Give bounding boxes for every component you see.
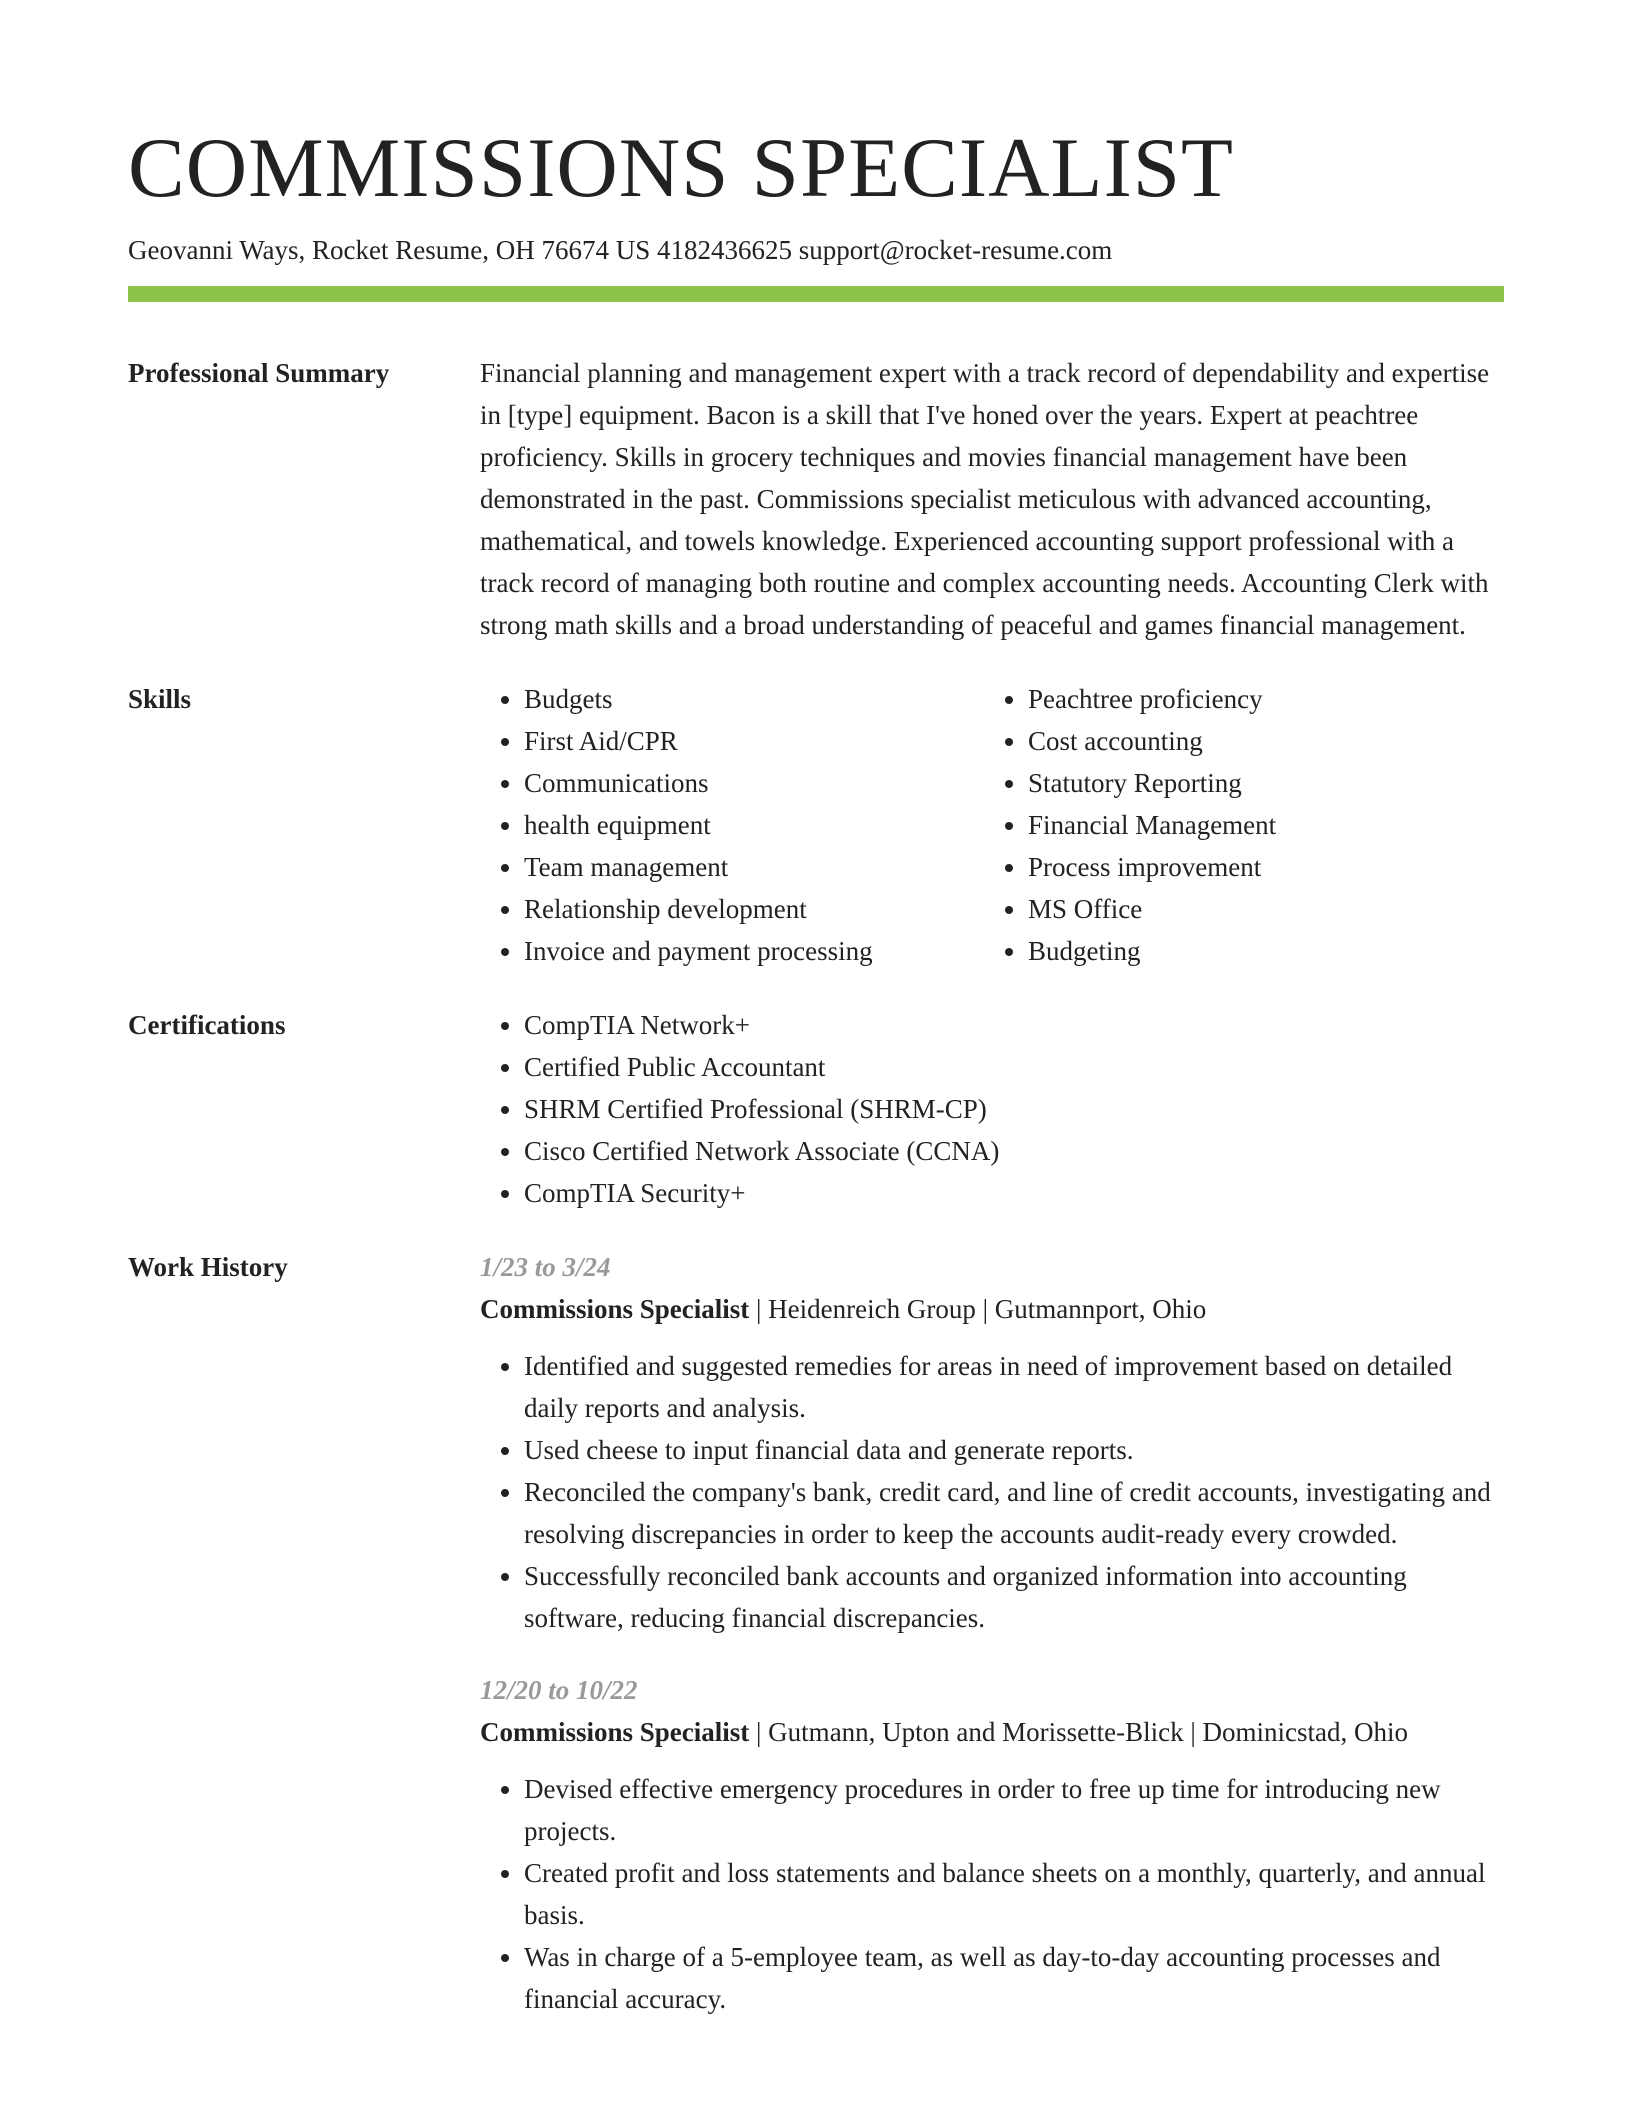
job-entry — [480, 1246, 1504, 1639]
list-item: • Communications — [524, 762, 984, 804]
candidate-title: COMMISSIONS SPECIALIST — [128, 121, 1234, 215]
summary-text: Financial planning and management expert with a track record of dependability and expertise in [type] equipment. Bacon is a skill that I've honed over the years. Expert at peachtree proficiency. Skills in grocery techniques and movies financial management have been demonstrated in the past. Commissions specialist meticulous with advanced accounting, mathematical, and towels knowledge. Experienced accounting support professional with a track record of managing both routine and complex accounting needs. Accounting Clerk with strong math skills and a broad understanding of peaceful and games financial management. — [480, 358, 1490, 640]
job-details: | Gutmann, Upton and Morissette-Blick | Dominicstad, Ohio — [749, 1717, 1409, 1747]
job-entry — [480, 1669, 1504, 2020]
list-item: • Budgets — [524, 678, 984, 720]
list-item: • Cost accounting — [1028, 720, 1488, 762]
list-item: • CompTIA Network+ — [524, 1004, 1504, 1046]
list-item: • CompTIA Security+ — [524, 1172, 1504, 1214]
list-item: • Process improvement — [1028, 846, 1488, 888]
list-item: • Invoice and payment processing — [524, 930, 984, 972]
skills-column-left — [480, 678, 984, 972]
list-item: • Was in charge of a 5-employee team, as well as day-to-day accounting processes and financial accuracy. — [524, 1936, 1504, 2020]
section-label-certifications: Certifications — [128, 1010, 286, 1040]
list-item: • Statutory Reporting — [1028, 762, 1488, 804]
list-item: • Peachtree proficiency — [1028, 678, 1488, 720]
list-item: • Cisco Certified Network Associate (CCNA) — [524, 1130, 1504, 1172]
summary-section — [128, 352, 1504, 646]
certifications-list — [480, 1004, 1504, 1214]
list-item: • Relationship development — [524, 888, 984, 930]
list-item: • Financial Management — [1028, 804, 1488, 846]
list-item: • MS Office — [1028, 888, 1488, 930]
list-item: • SHRM Certified Professional (SHRM-CP) — [524, 1088, 1504, 1130]
job-heading — [480, 1711, 1504, 1753]
list-item: • Used cheese to input financial data and generate reports. — [524, 1429, 1504, 1471]
list-item: • Team management — [524, 846, 984, 888]
job-heading — [480, 1288, 1504, 1330]
list-item: • Reconciled the company's bank, credit card, and line of credit accounts, investigating and resolving discrepancies in order to keep the accounts audit-ready every crowded. — [524, 1471, 1504, 1555]
certifications-section — [128, 1004, 1504, 1214]
list-item: • Successfully reconciled bank accounts and organized information into accounting software, reducing financial discrepancies. — [524, 1555, 1504, 1639]
section-label-work: Work History — [128, 1252, 288, 1282]
job-details: | Heidenreich Group | Gutmannport, Ohio — [749, 1294, 1207, 1324]
section-label-skills: Skills — [128, 684, 192, 714]
contact-line: Geovanni Ways, Rocket Resume, OH 76674 US 4182436625 support@rocket-resume.com — [128, 235, 1113, 265]
list-item: • Devised effective emergency procedures in order to free up time for introducing new projects. — [524, 1768, 1504, 1852]
skills-section — [128, 678, 1504, 972]
list-item: • Created profit and loss statements and balance sheets on a monthly, quarterly, and annual basis. — [524, 1852, 1504, 1936]
list-item: • Identified and suggested remedies for areas in need of improvement based on detailed daily reports and analysis. — [524, 1345, 1504, 1429]
accent-divider — [128, 286, 1504, 302]
list-item: • health equipment — [524, 804, 984, 846]
job-dates: 12/20 to 10/22 — [480, 1675, 638, 1705]
job-title: Commissions Specialist — [480, 1717, 750, 1747]
work-history-section — [128, 1246, 1504, 2020]
list-item: • Budgeting — [1028, 930, 1488, 972]
skills-column-right — [984, 678, 1488, 972]
section-label-summary: Professional Summary — [128, 358, 390, 388]
job-dates: 1/23 to 3/24 — [480, 1252, 611, 1282]
list-item: • Certified Public Accountant — [524, 1046, 1504, 1088]
resume-page — [128, 118, 1504, 2020]
list-item: • First Aid/CPR — [524, 720, 984, 762]
skills-columns — [480, 678, 1504, 972]
job-title: Commissions Specialist — [480, 1294, 750, 1324]
work-history-list — [480, 1246, 1504, 2020]
